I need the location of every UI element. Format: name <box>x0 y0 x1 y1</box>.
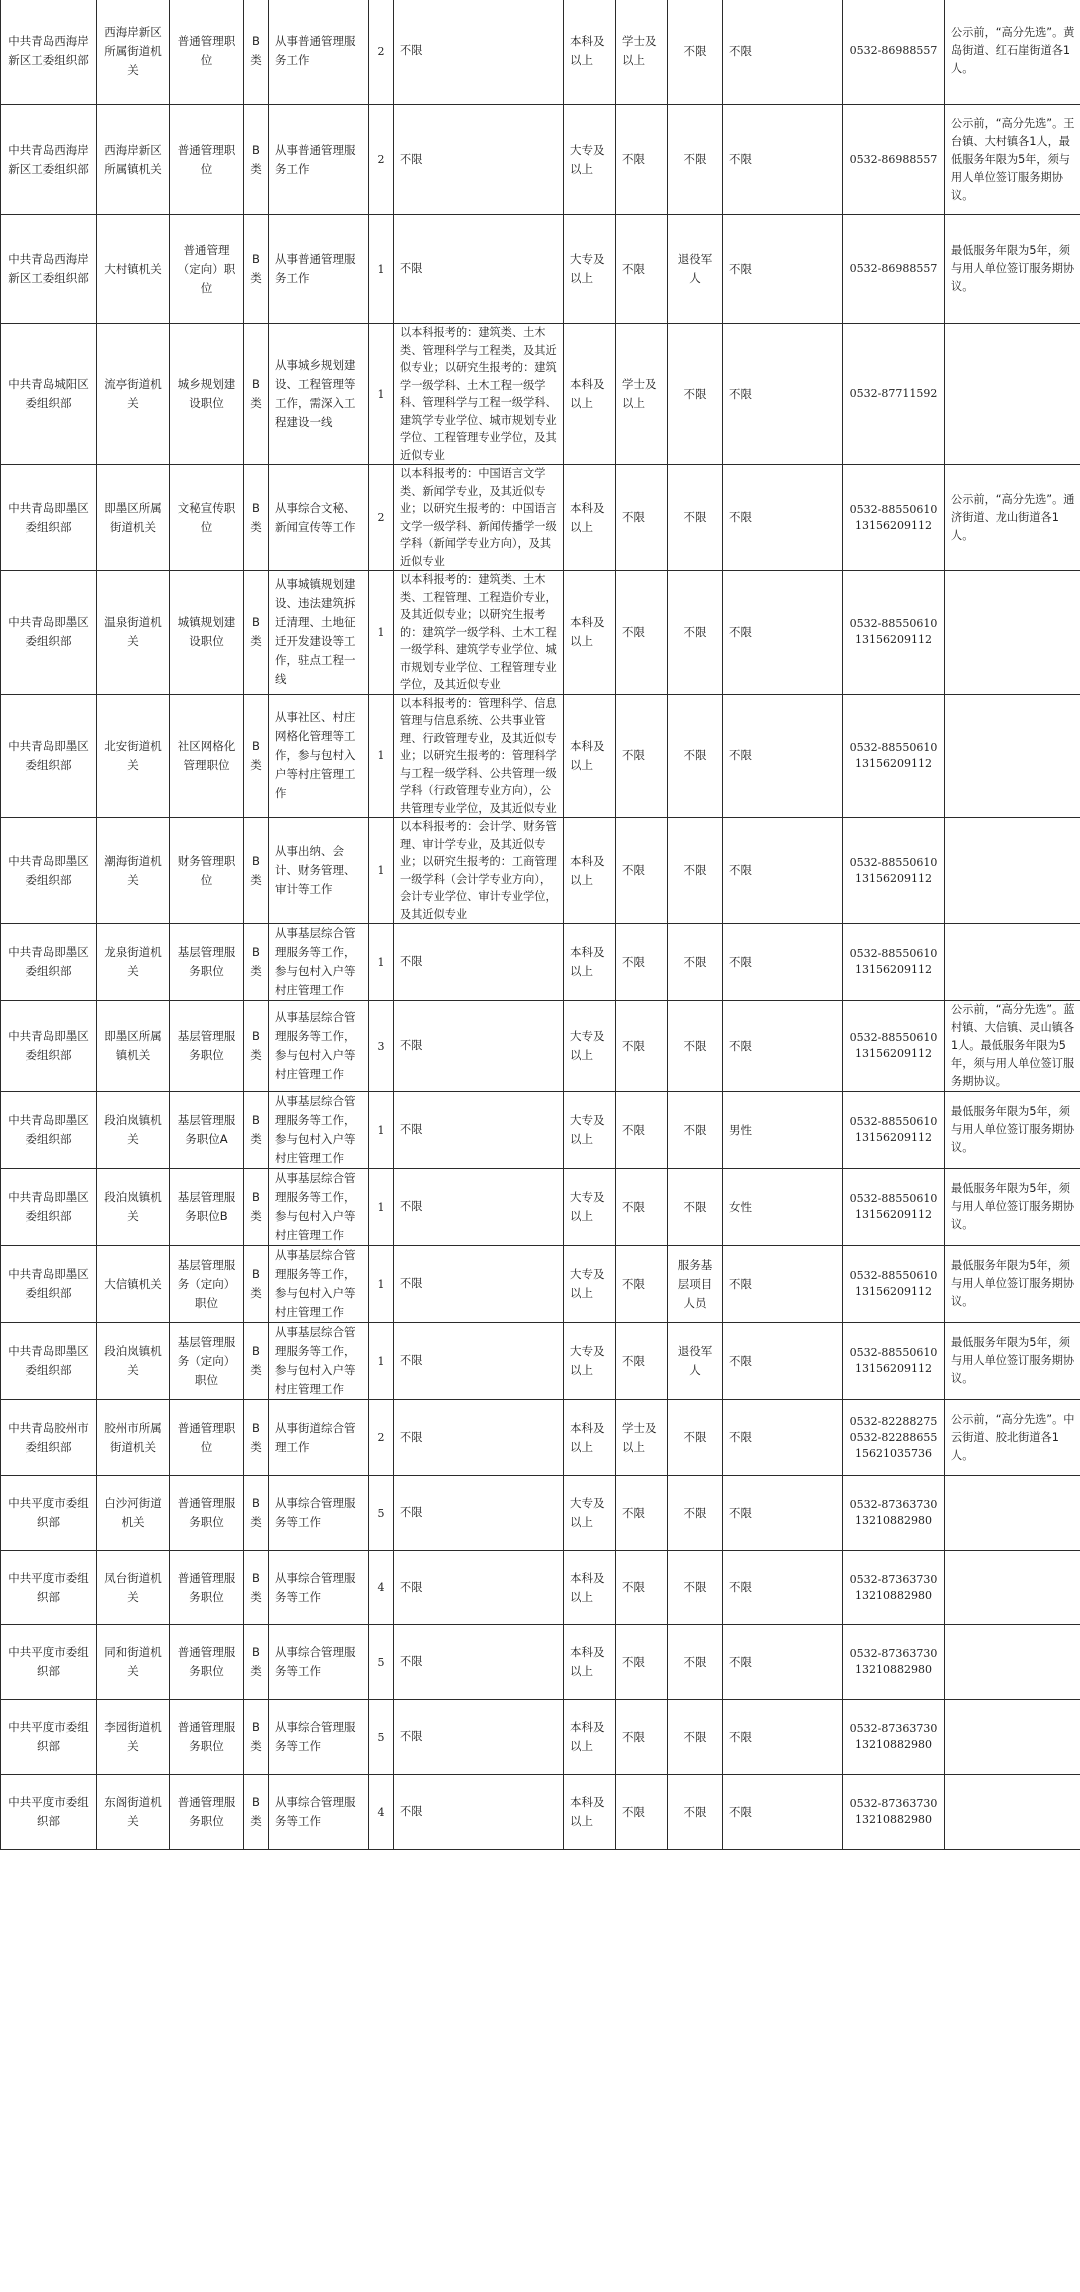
unit-cell: 即墨区所属镇机关 <box>97 1001 170 1092</box>
major-cell: 不限 <box>394 1775 564 1850</box>
major-cell: 不限 <box>394 1246 564 1323</box>
org-cell: 中共青岛西海岸新区工委组织部 <box>1 105 97 215</box>
degree-cell: 不限 <box>616 1476 668 1551</box>
position-cell: 基层管理服务职位A <box>170 1092 244 1169</box>
remark-cell <box>945 571 1080 695</box>
other-cell: 不限 <box>668 1169 723 1246</box>
gender-cell: 不限 <box>723 0 843 105</box>
education-cell: 本科及以上 <box>564 0 616 105</box>
remark-cell: 公示前，“高分先选”。通济街道、龙山街道各1人。 <box>945 465 1080 571</box>
count-cell: 1 <box>369 694 394 818</box>
position-cell: 普通管理（定向）职位 <box>170 215 244 324</box>
gender-cell: 不限 <box>723 1625 843 1700</box>
education-cell: 本科及以上 <box>564 571 616 695</box>
table-row <box>1 1775 1080 1850</box>
count-cell: 1 <box>369 1246 394 1323</box>
degree-cell: 不限 <box>616 1169 668 1246</box>
major-cell: 不限 <box>394 1092 564 1169</box>
gender-cell: 不限 <box>723 1246 843 1323</box>
gender-cell: 不限 <box>723 1476 843 1551</box>
remark-cell <box>945 1775 1080 1850</box>
org-cell: 中共青岛即墨区委组织部 <box>1 694 97 818</box>
category-cell: B类 <box>244 1700 269 1775</box>
table-row <box>1 694 1080 818</box>
count-cell: 1 <box>369 324 394 465</box>
major-cell: 不限 <box>394 1700 564 1775</box>
phone-cell: 0532-87711592 <box>843 324 945 465</box>
unit-cell: 大信镇机关 <box>97 1246 170 1323</box>
unit-cell: 段泊岚镇机关 <box>97 1092 170 1169</box>
table-row <box>1 1476 1080 1551</box>
education-cell: 本科及以上 <box>564 1551 616 1625</box>
org-cell: 中共青岛西海岸新区工委组织部 <box>1 215 97 324</box>
org-cell: 中共青岛即墨区委组织部 <box>1 571 97 695</box>
degree-cell: 不限 <box>616 924 668 1001</box>
position-cell: 普通管理职位 <box>170 1400 244 1476</box>
education-cell: 大专及以上 <box>564 105 616 215</box>
unit-cell: 段泊岚镇机关 <box>97 1323 170 1400</box>
remark-cell <box>945 924 1080 1001</box>
education-cell: 本科及以上 <box>564 324 616 465</box>
remark-cell: 最低服务年限为5年，须与用人单位签订服务期协议。 <box>945 1169 1080 1246</box>
phone-cell: 0532-87363730 13210882980 <box>843 1476 945 1551</box>
table-row <box>1 465 1080 571</box>
table-row <box>1 1092 1080 1169</box>
org-cell: 中共平度市委组织部 <box>1 1625 97 1700</box>
other-cell: 不限 <box>668 1625 723 1700</box>
major-cell: 以本科报考的：中国语言文学类、新闻学专业，及其近似专业；以研究生报考的：中国语言文学一级学科、新闻传播学一级学科（新闻学专业方向），及其近似专业 <box>394 465 564 571</box>
education-cell: 大专及以上 <box>564 1476 616 1551</box>
category-cell: B类 <box>244 1169 269 1246</box>
duties-cell: 从事综合管理服务等工作 <box>269 1476 369 1551</box>
org-cell: 中共青岛城阳区委组织部 <box>1 324 97 465</box>
remark-cell <box>945 694 1080 818</box>
unit-cell: 同和街道机关 <box>97 1625 170 1700</box>
major-cell: 不限 <box>394 1476 564 1551</box>
duties-cell: 从事街道综合管理工作 <box>269 1400 369 1476</box>
other-cell: 不限 <box>668 324 723 465</box>
count-cell: 1 <box>369 924 394 1001</box>
category-cell: B类 <box>244 465 269 571</box>
duties-cell: 从事出纳、会计、财务管理、审计等工作 <box>269 818 369 924</box>
table-row <box>1 1400 1080 1476</box>
unit-cell: 胶州市所属街道机关 <box>97 1400 170 1476</box>
count-cell: 1 <box>369 818 394 924</box>
remark-cell: 最低服务年限为5年，须与用人单位签订服务期协议。 <box>945 215 1080 324</box>
phone-cell: 0532-88550610 13156209112 <box>843 1169 945 1246</box>
count-cell: 4 <box>369 1551 394 1625</box>
position-cell: 基层管理服务职位 <box>170 1001 244 1092</box>
table-row <box>1 324 1080 465</box>
gender-cell: 不限 <box>723 465 843 571</box>
category-cell: B类 <box>244 1551 269 1625</box>
gender-cell: 不限 <box>723 924 843 1001</box>
position-cell: 城镇规划建设职位 <box>170 571 244 695</box>
remark-cell: 公示前，“高分先选”。中云街道、胶北街道各1人。 <box>945 1400 1080 1476</box>
duties-cell: 从事综合管理服务等工作 <box>269 1551 369 1625</box>
duties-cell: 从事基层综合管理服务等工作，参与包村入户等村庄管理工作 <box>269 1246 369 1323</box>
org-cell: 中共青岛即墨区委组织部 <box>1 465 97 571</box>
phone-cell: 0532-88550610 13156209112 <box>843 1092 945 1169</box>
count-cell: 2 <box>369 105 394 215</box>
position-cell: 城乡规划建设职位 <box>170 324 244 465</box>
other-cell: 不限 <box>668 924 723 1001</box>
major-cell: 不限 <box>394 1400 564 1476</box>
count-cell: 1 <box>369 1169 394 1246</box>
org-cell: 中共平度市委组织部 <box>1 1551 97 1625</box>
degree-cell: 不限 <box>616 1001 668 1092</box>
other-cell: 退役军人 <box>668 215 723 324</box>
degree-cell: 不限 <box>616 1625 668 1700</box>
unit-cell: 北安街道机关 <box>97 694 170 818</box>
duties-cell: 从事普通管理服务工作 <box>269 105 369 215</box>
remark-cell: 公示前，“高分先选”。蓝村镇、大信镇、灵山镇各1人。最低服务年限为5年，须与用人单位签订服务期协议。 <box>945 1001 1080 1092</box>
phone-cell: 0532-88550610 13156209112 <box>843 1246 945 1323</box>
phone-cell: 0532-88550610 13156209112 <box>843 924 945 1001</box>
other-cell: 不限 <box>668 1551 723 1625</box>
table-row <box>1 571 1080 695</box>
count-cell: 3 <box>369 1001 394 1092</box>
count-cell: 2 <box>369 0 394 105</box>
count-cell: 1 <box>369 215 394 324</box>
degree-cell: 不限 <box>616 1092 668 1169</box>
duties-cell: 从事综合文秘、新闻宣传等工作 <box>269 465 369 571</box>
duties-cell: 从事综合管理服务等工作 <box>269 1625 369 1700</box>
category-cell: B类 <box>244 694 269 818</box>
table-row <box>1 1551 1080 1625</box>
position-cell: 普通管理服务职位 <box>170 1625 244 1700</box>
other-cell: 不限 <box>668 105 723 215</box>
unit-cell: 段泊岚镇机关 <box>97 1169 170 1246</box>
unit-cell: 西海岸新区所属街道机关 <box>97 0 170 105</box>
category-cell: B类 <box>244 1092 269 1169</box>
other-cell: 不限 <box>668 1400 723 1476</box>
remark-cell <box>945 1625 1080 1700</box>
remark-cell: 最低服务年限为5年，须与用人单位签订服务期协议。 <box>945 1323 1080 1400</box>
position-cell: 基层管理服务（定向）职位 <box>170 1323 244 1400</box>
gender-cell: 女性 <box>723 1169 843 1246</box>
unit-cell: 西海岸新区所属镇机关 <box>97 105 170 215</box>
education-cell: 大专及以上 <box>564 1246 616 1323</box>
position-cell: 文秘宣传职位 <box>170 465 244 571</box>
remark-cell: 最低服务年限为5年，须与用人单位签订服务期协议。 <box>945 1246 1080 1323</box>
category-cell: B类 <box>244 1323 269 1400</box>
gender-cell: 不限 <box>723 324 843 465</box>
org-cell: 中共青岛即墨区委组织部 <box>1 818 97 924</box>
major-cell: 不限 <box>394 924 564 1001</box>
table-row <box>1 1323 1080 1400</box>
major-cell: 不限 <box>394 105 564 215</box>
category-cell: B类 <box>244 1400 269 1476</box>
phone-cell: 0532-88550610 13156209112 <box>843 1323 945 1400</box>
degree-cell: 不限 <box>616 571 668 695</box>
position-cell: 社区网格化管理职位 <box>170 694 244 818</box>
other-cell: 不限 <box>668 1700 723 1775</box>
org-cell: 中共平度市委组织部 <box>1 1775 97 1850</box>
org-cell: 中共青岛即墨区委组织部 <box>1 1246 97 1323</box>
major-cell: 不限 <box>394 0 564 105</box>
duties-cell: 从事普通管理服务工作 <box>269 0 369 105</box>
education-cell: 大专及以上 <box>564 1092 616 1169</box>
count-cell: 5 <box>369 1625 394 1700</box>
remark-cell: 公示前，“高分先选”。王台镇、大村镇各1人，最低服务年限为5年，须与用人单位签订服务期协议。 <box>945 105 1080 215</box>
education-cell: 大专及以上 <box>564 1169 616 1246</box>
org-cell: 中共平度市委组织部 <box>1 1700 97 1775</box>
education-cell: 本科及以上 <box>564 1625 616 1700</box>
table-row <box>1 1625 1080 1700</box>
other-cell: 不限 <box>668 694 723 818</box>
table-row <box>1 818 1080 924</box>
gender-cell: 不限 <box>723 1700 843 1775</box>
degree-cell: 学士及以上 <box>616 0 668 105</box>
duties-cell: 从事基层综合管理服务等工作，参与包村入户等村庄管理工作 <box>269 1323 369 1400</box>
major-cell: 不限 <box>394 1001 564 1092</box>
gender-cell: 不限 <box>723 571 843 695</box>
unit-cell: 凤台街道机关 <box>97 1551 170 1625</box>
table-row <box>1 215 1080 324</box>
unit-cell: 白沙河街道机关 <box>97 1476 170 1551</box>
org-cell: 中共青岛即墨区委组织部 <box>1 1092 97 1169</box>
unit-cell: 李园街道机关 <box>97 1700 170 1775</box>
degree-cell: 不限 <box>616 1700 668 1775</box>
degree-cell: 不限 <box>616 818 668 924</box>
category-cell: B类 <box>244 571 269 695</box>
remark-cell <box>945 1700 1080 1775</box>
table-row <box>1 1001 1080 1092</box>
position-cell: 普通管理服务职位 <box>170 1700 244 1775</box>
phone-cell: 0532-87363730 13210882980 <box>843 1625 945 1700</box>
category-cell: B类 <box>244 1476 269 1551</box>
gender-cell: 不限 <box>723 818 843 924</box>
duties-cell: 从事基层综合管理服务等工作，参与包村入户等村庄管理工作 <box>269 1092 369 1169</box>
position-cell: 普通管理服务职位 <box>170 1775 244 1850</box>
category-cell: B类 <box>244 1625 269 1700</box>
phone-cell: 0532-87363730 13210882980 <box>843 1551 945 1625</box>
count-cell: 2 <box>369 465 394 571</box>
unit-cell: 温泉街道机关 <box>97 571 170 695</box>
category-cell: B类 <box>244 0 269 105</box>
org-cell: 中共青岛西海岸新区工委组织部 <box>1 0 97 105</box>
education-cell: 大专及以上 <box>564 1323 616 1400</box>
phone-cell: 0532-86988557 <box>843 0 945 105</box>
unit-cell: 龙泉街道机关 <box>97 924 170 1001</box>
category-cell: B类 <box>244 1775 269 1850</box>
degree-cell: 不限 <box>616 465 668 571</box>
phone-cell: 0532-87363730 13210882980 <box>843 1775 945 1850</box>
position-cell: 普通管理职位 <box>170 0 244 105</box>
duties-cell: 从事综合管理服务等工作 <box>269 1700 369 1775</box>
education-cell: 本科及以上 <box>564 1775 616 1850</box>
education-cell: 本科及以上 <box>564 694 616 818</box>
remark-cell <box>945 1551 1080 1625</box>
remark-cell <box>945 1476 1080 1551</box>
other-cell: 不限 <box>668 1001 723 1092</box>
degree-cell: 不限 <box>616 694 668 818</box>
org-cell: 中共青岛即墨区委组织部 <box>1 1323 97 1400</box>
education-cell: 本科及以上 <box>564 924 616 1001</box>
remark-cell <box>945 818 1080 924</box>
major-cell: 不限 <box>394 1551 564 1625</box>
unit-cell: 东阁街道机关 <box>97 1775 170 1850</box>
other-cell: 服务基层项目人员 <box>668 1246 723 1323</box>
gender-cell: 不限 <box>723 1775 843 1850</box>
count-cell: 5 <box>369 1476 394 1551</box>
category-cell: B类 <box>244 818 269 924</box>
count-cell: 4 <box>369 1775 394 1850</box>
other-cell: 不限 <box>668 1775 723 1850</box>
major-cell: 不限 <box>394 215 564 324</box>
table-row <box>1 1700 1080 1775</box>
phone-cell: 0532-86988557 <box>843 105 945 215</box>
table-row <box>1 0 1080 105</box>
duties-cell: 从事基层综合管理服务等工作，参与包村入户等村庄管理工作 <box>269 1169 369 1246</box>
degree-cell: 不限 <box>616 1246 668 1323</box>
table-row <box>1 924 1080 1001</box>
org-cell: 中共平度市委组织部 <box>1 1476 97 1551</box>
other-cell: 不限 <box>668 0 723 105</box>
other-cell: 不限 <box>668 818 723 924</box>
duties-cell: 从事社区、村庄网格化管理等工作，参与包村入户等村庄管理工作 <box>269 694 369 818</box>
degree-cell: 学士及以上 <box>616 324 668 465</box>
duties-cell: 从事城乡规划建设、工程管理等工作，需深入工程建设一线 <box>269 324 369 465</box>
remark-cell <box>945 324 1080 465</box>
category-cell: B类 <box>244 1001 269 1092</box>
count-cell: 5 <box>369 1700 394 1775</box>
gender-cell: 不限 <box>723 694 843 818</box>
table-row <box>1 1169 1080 1246</box>
other-cell: 不限 <box>668 1092 723 1169</box>
other-cell: 不限 <box>668 571 723 695</box>
education-cell: 大专及以上 <box>564 215 616 324</box>
count-cell: 2 <box>369 1400 394 1476</box>
count-cell: 1 <box>369 571 394 695</box>
unit-cell: 大村镇机关 <box>97 215 170 324</box>
position-cell: 普通管理服务职位 <box>170 1476 244 1551</box>
phone-cell: 0532-88550610 13156209112 <box>843 571 945 695</box>
degree-cell: 不限 <box>616 1775 668 1850</box>
gender-cell: 不限 <box>723 1001 843 1092</box>
degree-cell: 学士及以上 <box>616 1400 668 1476</box>
other-cell: 退役军人 <box>668 1323 723 1400</box>
major-cell: 不限 <box>394 1323 564 1400</box>
duties-cell: 从事普通管理服务工作 <box>269 215 369 324</box>
education-cell: 本科及以上 <box>564 1400 616 1476</box>
phone-cell: 0532-87363730 13210882980 <box>843 1700 945 1775</box>
gender-cell: 不限 <box>723 215 843 324</box>
degree-cell: 不限 <box>616 1551 668 1625</box>
duties-cell: 从事基层综合管理服务等工作，参与包村入户等村庄管理工作 <box>269 924 369 1001</box>
gender-cell: 不限 <box>723 1400 843 1476</box>
table-row <box>1 1246 1080 1323</box>
unit-cell: 流亭街道机关 <box>97 324 170 465</box>
major-cell: 不限 <box>394 1625 564 1700</box>
category-cell: B类 <box>244 215 269 324</box>
category-cell: B类 <box>244 924 269 1001</box>
phone-cell: 0532-88550610 13156209112 <box>843 818 945 924</box>
degree-cell: 不限 <box>616 1323 668 1400</box>
category-cell: B类 <box>244 105 269 215</box>
duties-cell: 从事基层综合管理服务等工作，参与包村入户等村庄管理工作 <box>269 1001 369 1092</box>
position-cell: 基层管理服务职位B <box>170 1169 244 1246</box>
count-cell: 1 <box>369 1092 394 1169</box>
education-cell: 本科及以上 <box>564 465 616 571</box>
count-cell: 1 <box>369 1323 394 1400</box>
position-cell: 普通管理服务职位 <box>170 1551 244 1625</box>
major-cell: 以本科报考的：会计学、财务管理、审计学专业，及其近似专业；以研究生报考的：工商管理一级学科（会计学专业方向），会计专业学位、审计专业学位，及其近似专业 <box>394 818 564 924</box>
education-cell: 本科及以上 <box>564 818 616 924</box>
phone-cell: 0532-88550610 13156209112 <box>843 465 945 571</box>
duties-cell: 从事综合管理服务等工作 <box>269 1775 369 1850</box>
position-cell: 财务管理职位 <box>170 818 244 924</box>
table-row <box>1 105 1080 215</box>
phone-cell: 0532-82288275 0532-82288655 15621035736 <box>843 1400 945 1476</box>
org-cell: 中共青岛即墨区委组织部 <box>1 924 97 1001</box>
other-cell: 不限 <box>668 1476 723 1551</box>
major-cell: 以本科报考的：管理科学、信息管理与信息系统、公共事业管理、行政管理专业，及其近似专业；以研究生报考的：管理科学与工程一级学科、公共管理一级学科（行政管理专业方向），公共管理专业学位，及其近似专业 <box>394 694 564 818</box>
gender-cell: 男性 <box>723 1092 843 1169</box>
gender-cell: 不限 <box>723 1323 843 1400</box>
gender-cell: 不限 <box>723 1551 843 1625</box>
category-cell: B类 <box>244 324 269 465</box>
position-cell: 基层管理服务职位 <box>170 924 244 1001</box>
major-cell: 以本科报考的：建筑类、土木类、工程管理、工程造价专业，及其近似专业；以研究生报考的：建筑学一级学科、土木工程一级学科、建筑学专业学位、城市规划专业学位、工程管理专业学位，及其近似专业 <box>394 571 564 695</box>
major-cell: 以本科报考的：建筑类、土木类、管理科学与工程类，及其近似专业；以研究生报考的：建筑学一级学科、土木工程一级学科、管理科学与工程一级学科、建筑学专业学位、城市规划专业学位、工程管理专业学位，及其近似专业 <box>394 324 564 465</box>
degree-cell: 不限 <box>616 215 668 324</box>
education-cell: 大专及以上 <box>564 1001 616 1092</box>
phone-cell: 0532-86988557 <box>843 215 945 324</box>
org-cell: 中共青岛胶州市委组织部 <box>1 1400 97 1476</box>
major-cell: 不限 <box>394 1169 564 1246</box>
degree-cell: 不限 <box>616 105 668 215</box>
org-cell: 中共青岛即墨区委组织部 <box>1 1169 97 1246</box>
education-cell: 本科及以上 <box>564 1700 616 1775</box>
remark-cell: 公示前，“高分先选”。黄岛街道、红石崖街道各1人。 <box>945 0 1080 105</box>
position-cell: 普通管理职位 <box>170 105 244 215</box>
unit-cell: 即墨区所属街道机关 <box>97 465 170 571</box>
remark-cell: 最低服务年限为5年，须与用人单位签订服务期协议。 <box>945 1092 1080 1169</box>
unit-cell: 潮海街道机关 <box>97 818 170 924</box>
phone-cell: 0532-88550610 13156209112 <box>843 1001 945 1092</box>
duties-cell: 从事城镇规划建设、违法建筑拆迁清理、土地征迁开发建设等工作，驻点工程一线 <box>269 571 369 695</box>
other-cell: 不限 <box>668 465 723 571</box>
position-cell: 基层管理服务（定向）职位 <box>170 1246 244 1323</box>
phone-cell: 0532-88550610 13156209112 <box>843 694 945 818</box>
gender-cell: 不限 <box>723 105 843 215</box>
org-cell: 中共青岛即墨区委组织部 <box>1 1001 97 1092</box>
category-cell: B类 <box>244 1246 269 1323</box>
